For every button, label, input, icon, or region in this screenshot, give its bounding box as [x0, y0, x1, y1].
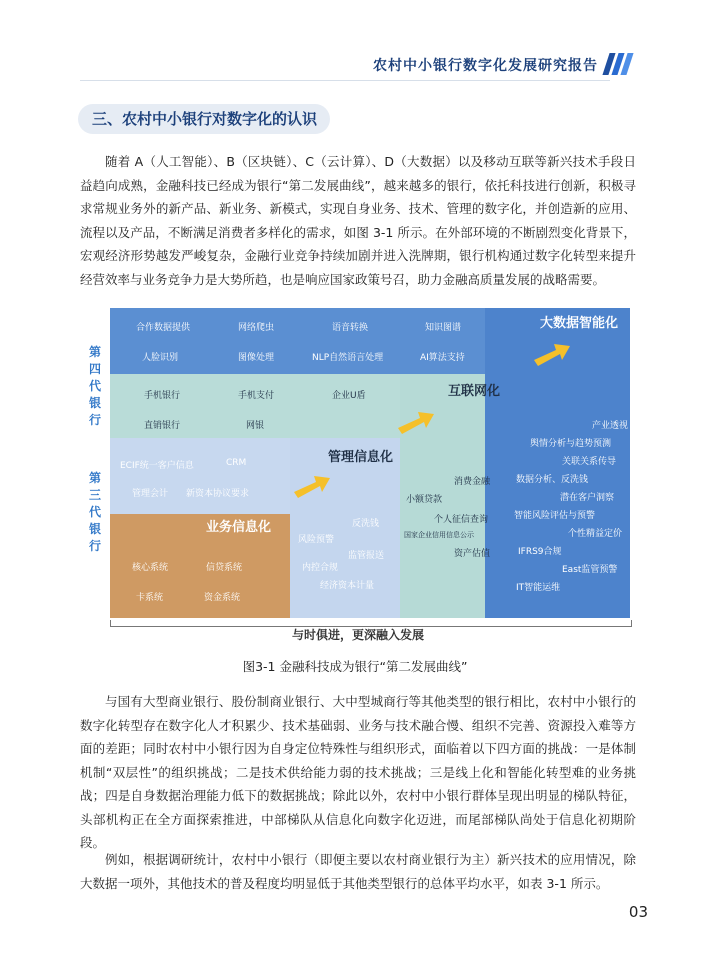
bigdata-item: 关联关系传导: [562, 457, 617, 467]
tech-item: 网络爬虫: [238, 323, 275, 333]
paragraph-3: 例如，根据调研统计，农村中小银行（即便主要以农村商业银行为主）新兴技术的应用情况，除大数据一项外，其他技术的普及程度均明显低于其他类型银行的总体平均水平，如表 3-1 所示。: [80, 852, 636, 891]
mobile-item: 企业U盾: [332, 391, 366, 401]
bigdata-item: IFRS9合规: [518, 547, 562, 557]
mgmt-item: 风险预警: [298, 535, 335, 545]
bigdata-item: 产业透视: [592, 421, 629, 431]
tech-item: NLP自然语言处理: [312, 353, 384, 363]
stage-mgmt-label: 管理信息化: [328, 450, 394, 465]
business-item: 卡系统: [136, 593, 164, 603]
internet-item: 资产估值: [454, 549, 491, 559]
mobile-item: 网银: [246, 421, 265, 431]
tech-item: 人脸识别: [142, 353, 179, 363]
bigdata-item: 个性精益定价: [568, 529, 623, 539]
bigdata-item: 潜在客户洞察: [560, 493, 615, 503]
core-info-panel: [110, 438, 290, 514]
mgmt-panel: [290, 438, 400, 618]
core-item: ECIF统一客户信息: [120, 461, 194, 471]
bigdata-item: IT智能运维: [516, 583, 561, 593]
header-divider: [80, 80, 610, 81]
tech-item: 图像处理: [238, 353, 275, 363]
stage-internet-label: 互联网化: [448, 384, 501, 399]
internet-item: 小额贷款: [406, 495, 443, 505]
paragraph-2: 与国有大型商业银行、股份制商业银行、大中型城商行等其他类型的银行相比，农村中小银行的数字化转型存在数字化人才积累少、技术基础弱、业务与技术融合慢、组织不完善、资源投入难等方面的差距；同时农村中小银行因为自身定位特殊性与组织形式，面临着以下四方面的挑战：一是体制机制“双层性”的组织挑战；二是技术供给能力弱的技术挑战；三是线上化和智能化转型难的业务挑战；四是自身数据治理能力低下的数据挑战；除此以外，农村中小银行群体呈现出明显的梯队特征，头部机构正在全方面探索推进，中部梯队从信息化向数字化迈进，而尾部梯队尚处于信息化初期阶段。: [80, 694, 636, 850]
figure-caption: 图3-1 金融科技成为银行“第二发展曲线”: [242, 659, 468, 674]
growth-arrow-icon: [294, 470, 330, 500]
core-item: 管理会计: [132, 489, 169, 499]
bigdata-item: 数据分析、反洗钱: [516, 475, 589, 485]
mgmt-item: 经济资本计量: [320, 581, 375, 591]
bigdata-item: 舆情分析与趋势预测: [530, 439, 612, 449]
fintech-evolution-figure: [80, 298, 636, 648]
tech-item: 语音转换: [332, 323, 369, 333]
growth-arrow-icon: [534, 338, 570, 368]
gen4-bank-label: 第四代银行: [88, 345, 101, 427]
mobile-item: 直销银行: [144, 421, 181, 431]
mgmt-item: 监管报送: [348, 551, 385, 561]
tech-item: AI算法支持: [420, 353, 465, 363]
paragraph-1: 随着 A（人工智能）、B（区块链）、C（云计算）、D（大数据）以及移动互联等新兴技术手段日益趋向成熟，金融科技已经成为银行“第二发展曲线”，越来越多的银行，依托科技进行创新，积极寻求常规业务外的新产品、新业务、新模式，实现自身业务、技术、管理的数字化，并创造新的应用、流程以及产品，不断满足消费者多样化的需求，如图 3-1 所示。在外部环境的不断剧烈变化背景下，宏观经济形势越发严峻复杂，金融行业竞争持续加剧并进入洗牌期，银行机构通过数字化转型来提升经营效率与业务竞争力是大势所趋，也是响应国家政策号召，助力金融高质量发展的战略需要。: [80, 154, 636, 287]
figure-axis-label: 与时俱进，更深融入发展: [291, 628, 424, 642]
core-item: 新资本协议要求: [186, 489, 250, 499]
mgmt-item: 反洗钱: [352, 519, 380, 529]
bigdata-item: 智能风险评估与预警: [514, 511, 596, 521]
core-item: CRM: [226, 458, 247, 468]
mgmt-item: 内控合规: [302, 563, 339, 573]
section-title: 三、农村中小银行对数字化的认识: [92, 110, 318, 128]
business-item: 信贷系统: [206, 563, 243, 573]
growth-arrow-icon: [398, 406, 434, 436]
report-title: 农村中小银行数字化发展研究报告: [373, 58, 598, 74]
mobile-item: 手机银行: [144, 391, 181, 401]
internet-item: 国家企业信用信息公示: [404, 531, 474, 539]
tech-item: 合作数据提供: [136, 323, 191, 333]
stage-business-label: 业务信息化: [206, 520, 272, 535]
tech-item: 知识图谱: [425, 323, 462, 333]
business-item: 资金系统: [204, 593, 241, 603]
internet-item: 消费金融: [454, 477, 491, 487]
internet-item: 个人征信查询: [434, 515, 489, 525]
bigdata-item: East监管预警: [562, 565, 618, 575]
gen3-bank-label: 第三代银行: [88, 471, 101, 553]
mobile-item: 手机支付: [238, 391, 275, 401]
header-stripes-icon: [606, 53, 630, 75]
business-item: 核心系统: [132, 563, 169, 573]
stage-bigdata-label: 大数据智能化: [540, 316, 619, 331]
page-number: 03: [628, 903, 648, 921]
